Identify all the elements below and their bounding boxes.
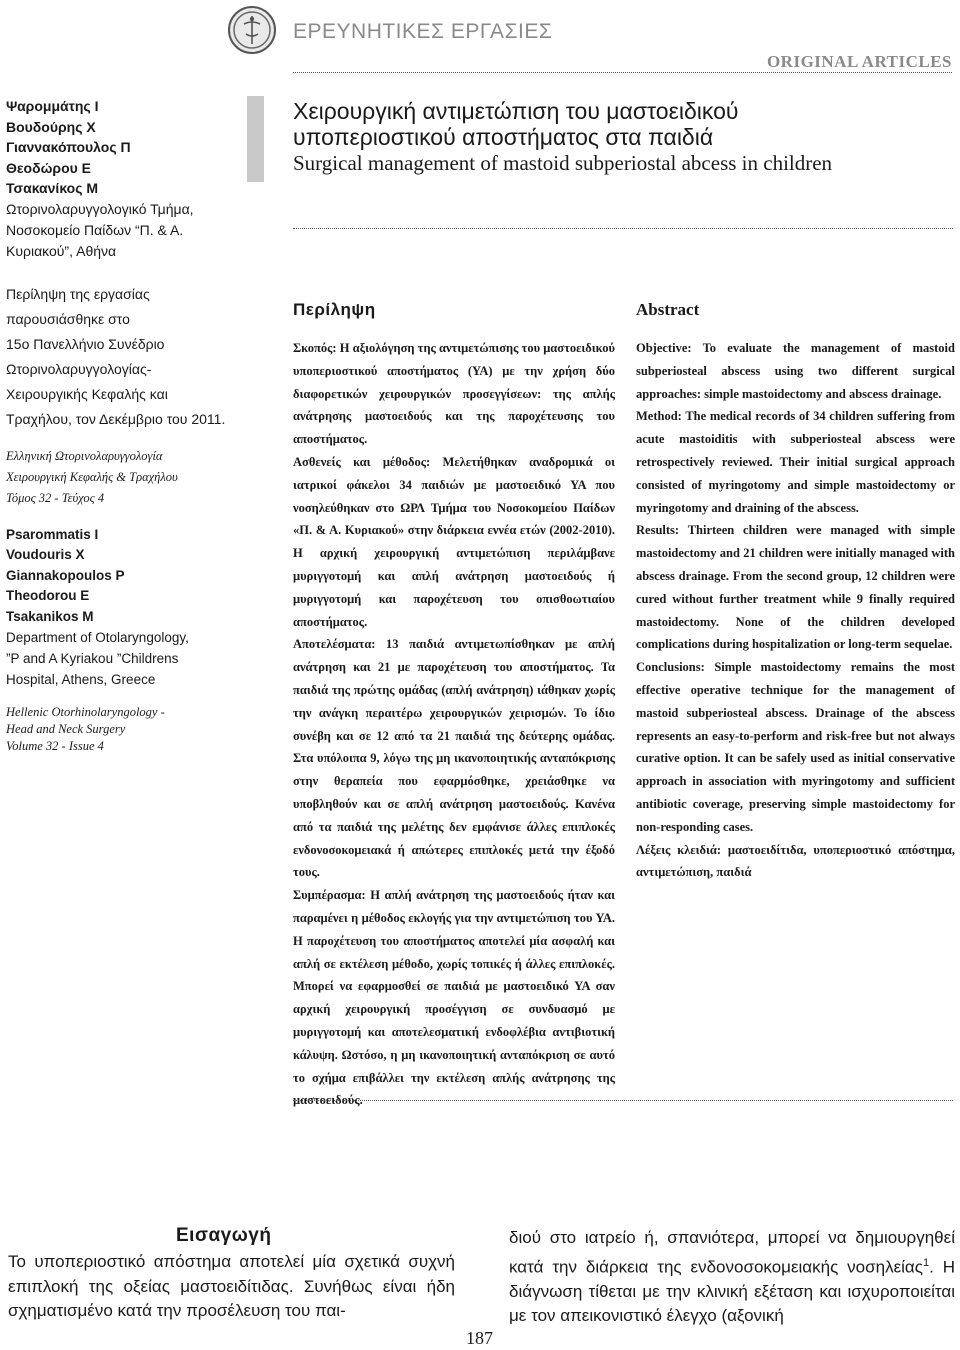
note-line: Ωτορινολαρυγγολογίας- (6, 360, 152, 377)
author-greek: Ψαρομμάτης Ι (6, 98, 99, 114)
title-divider (293, 228, 953, 229)
author-greek: Θεοδώρου Ε (6, 159, 91, 176)
author-greek: Τσακανίκος Μ (6, 180, 99, 196)
affiliation-line: Hospital, Athens, Greece (6, 672, 156, 687)
section-title-english: ORIGINAL ARTICLES (766, 52, 952, 71)
authors-english (6, 525, 242, 628)
note-line: Τραχήλου, τον Δεκέμβριο του 2011. (6, 410, 226, 427)
method-text: The medical records of 34 children suffering from acute mastoiditis with subperiosteal abscess were retrospectively reviewed. Their initial surgical approach consisted of myringotomy and simple mastoidectomy or myringotomy and draining of the abscess. (636, 409, 955, 515)
reference-marker: 1 (922, 1256, 930, 1269)
journal-line: Volume 32 - Issue 4 (6, 739, 104, 753)
results-text: Thirteen children were managed with simple mastoidectomy and 21 children were initially managed with abscess drainage. From the second group, 12 children were cured without further treatment while 9 finally required mastoidectomy. None of the children developed complications during hospitalization or long-term sequelae. (636, 523, 956, 652)
title-greek-line: υποπεριοστικού αποστήματος στα παιδιά (293, 124, 714, 150)
emblem-graphic (230, 8, 274, 52)
author-greek: Γιαννακόπουλος Π (6, 139, 131, 155)
note-line: Χειρουργικής Κεφαλής και (6, 385, 168, 402)
results-label: Αποτελέσματα: (293, 637, 376, 652)
author-english: Psarommatis I (6, 526, 99, 542)
affiliation-line: Νοσοκομείο Παίδων “Π. & Α. (6, 221, 184, 238)
presentation-note (6, 282, 242, 432)
note-line: 15ο Πανελλήνιο Συνέδριο (6, 335, 165, 352)
journal-emblem-icon (228, 6, 276, 54)
journal-citation-english (6, 704, 242, 755)
section-title-greek: ΕΡΕΥΝΗΤΙΚΕΣ ΕΡΓΑΣΙΕΣ (293, 20, 553, 43)
abstract-greek (293, 337, 615, 1112)
affiliation-greek (6, 199, 242, 262)
intro-text: διού στο ιατρείο ή, σπανιότερα, μπορεί να δημιουργηθεί κατά την διάρκεια της ενδονοσοκομειακής νοσηλείας (509, 1228, 955, 1277)
article-title (293, 98, 953, 176)
journal-line: Ελληνική Ωτορινολαρυγγολογία (6, 448, 163, 463)
author-sidebar (6, 96, 242, 755)
journal-line: Hellenic Otorhinolaryngology - (6, 705, 165, 719)
title-greek-line: Χειρουργική αντιμετώπιση του μαστοειδικού (293, 98, 739, 124)
conclusions-text: Simple mastoidectomy remains the most effective operative technique for the management of mastoid subperiosteal abscess. Drainage of the abscess represents an easy-to-perform and risk-free but not always curative option. It can be safely used as initial conservative approach in association with myringotomy and sufficient antibiotic coverage, preserving simple mastoidectomy for non-responding cases. (636, 660, 955, 834)
methods-text: Μελετήθηκαν αναδρομικά οι ιατρικοί φάκελοι 34 παιδιών με μαστοειδικό ΥΑ που νοσηλεύθηκαν στο ΩΡΛ Τμήμα του Νοσοκομείου Παίδων «Π. & Α. Κυριακού» στην διάρκεια εννέα ετών (2002-2010). Η αρχική χειρουργική αντιμετώπιση περιλάμβανε μυριγγοτομή και απλή ανάτρηση μαστοειδούς ή μυριγγοτομή και παροχέτευση του οπισθοωτιαίου αποστήματος. (293, 454, 615, 629)
aim-label: Σκοπός: (293, 341, 337, 355)
journal-line: Χειρουργική Κεφαλής & Τραχήλου (6, 469, 178, 484)
author-english: Theodorou E (6, 588, 90, 603)
affiliation-line: Ωτορινολαρυγγολογικό Τμήμα, (6, 200, 194, 217)
journal-line: Head and Neck Surgery (6, 722, 126, 736)
keywords-text: μαστοειδίτιδα, υποπεριοστικό απόστημα, αντιμετώπιση, παιδιά (636, 842, 955, 880)
author-english: Giannakopoulos P (6, 567, 125, 583)
conclusion-text: Η απλή ανάτρηση της μαστοειδούς ήταν και παραμένει η μέθοδος εκλογής για την αντιμετώπιση του ΥΑ. Η παροχέτευση του αποστήματος αποτελεί μία ασφαλή και απλή σε εκτέλεση μέθοδο, χωρίς τοπικές ή άλλες επιπλοκές. Μπορεί να εφαρμοσθεί σε παιδιά με μαστοειδικό ΥΑ σαν αρχική χειρουργική προσέγγιση σε συνδυασμό με μυριγγοτομή και αποτελεσματική ενδοφλέβια αντιβιοτική κάλυψη. Ωστόσο, η μη ικανοποιητική ανταπόκριση σε αυτό το σχήμα επιβάλλει την εκτέλεση απλής ανάτρησης της μαστοειδούς. (293, 888, 615, 1108)
header-divider (293, 72, 952, 73)
method-label: Method: (636, 409, 682, 424)
introduction-heading: Εισαγωγή (176, 1225, 272, 1246)
conclusion-label: Συμπέρασμα: (293, 888, 366, 903)
objective-text: To evaluate the management of mastoid subperiosteal abscess using two different surgical approaches: simple mastoidectomy and abscess drainage. (636, 341, 955, 401)
note-line: Περίληψη της εργασίας (6, 285, 150, 302)
keywords-label: Λέξεις κλειδιά: (636, 842, 722, 857)
affiliation-line: Κυριακού”, Αθήνα (6, 242, 117, 259)
journal-citation-greek (6, 446, 242, 509)
journal-line: Τόμος 32 - Τεύχος 4 (6, 490, 105, 505)
results-label: Results: (636, 523, 680, 538)
author-greek: Βουδούρης Χ (6, 118, 96, 135)
abstract-english (636, 337, 955, 884)
note-line: παρουσιάσθηκε στο (6, 310, 130, 327)
authors-greek (6, 96, 242, 199)
aim-text: Η αξιολόγηση της αντιμετώπισης του μαστοειδικού υποπεριοστικού αποστήματος (ΥΑ) με την χρήση δύο διαφορετικών χειρουργικών προσεγγίσεων: της απλής ανάτρησης μαστοειδούς και της παροχέτευσης του αποστήματος. (293, 341, 615, 447)
introduction-right-column (509, 1226, 955, 1329)
objective-label: Objective: (636, 341, 692, 355)
methods-label: Ασθενείς και μέθοδος: (293, 454, 431, 469)
abstract-greek-heading: Περίληψη (293, 300, 376, 319)
abstract-english-heading: Abstract (636, 300, 700, 319)
intro-text: . Η διάγνωση τίθεται με την κλινική εξέταση και ισχυροποιείται με τον απεικονιστικό έλεγχο (αξονική (509, 1257, 955, 1326)
abstract-divider (293, 1100, 953, 1101)
introduction-left-column: Το υποπεριοστικό απόστημα αποτελεί μία σχετικά συχνή επιπλοκή της οξείας μαστοειδίτιδας. Συνήθως είναι ήδη σχηματισμένο κατά την προσέλευση του παι- (8, 1252, 455, 1320)
decorative-bar (247, 96, 264, 182)
author-english: Tsakanikos M (6, 608, 94, 624)
author-english: Voudouris X (6, 547, 85, 562)
conclusions-label: Conclusions: (636, 660, 705, 675)
affiliation-line: ”P and A Kyriakou ”Childrens (6, 651, 179, 666)
affiliation-english (6, 627, 242, 690)
affiliation-line: Department of Otolaryngology, (6, 630, 189, 645)
page-number: 187 (466, 1328, 493, 1348)
title-english: Surgical management of mastoid subperiostal abcess in children (293, 151, 833, 175)
results-text: 13 παιδιά αντιμετωπίσθηκαν με απλή ανάτρηση και 21 με παροχέτευση του αποστήματος. Τα παιδιά της πρώτης ομάδας (απλή ανάτρηση) ιάθηκαν χωρίς την ανάγκη περαιτέρω χειρουργικών χειρισμών. Το ίδιο συνέβη και σε 12 από τα 21 παιδιά της δεύτερης ομάδας. Στα υπόλοιπα 9, λόγω της μη ικανοποιητικής ανταπόκρισης στην θεραπεία που εφαρμόσθηκε, χρειάσθηκε να υποβληθούν και σε απλή ανάτρηση μαστοειδούς. Κανένα από τα παιδιά της μελέτης δεν εμφάνισε άλλες επιπλοκές ενδονοσοκομειακά ή απώτερες επιπλοκές μετά την έξοδό τους. (293, 637, 616, 880)
